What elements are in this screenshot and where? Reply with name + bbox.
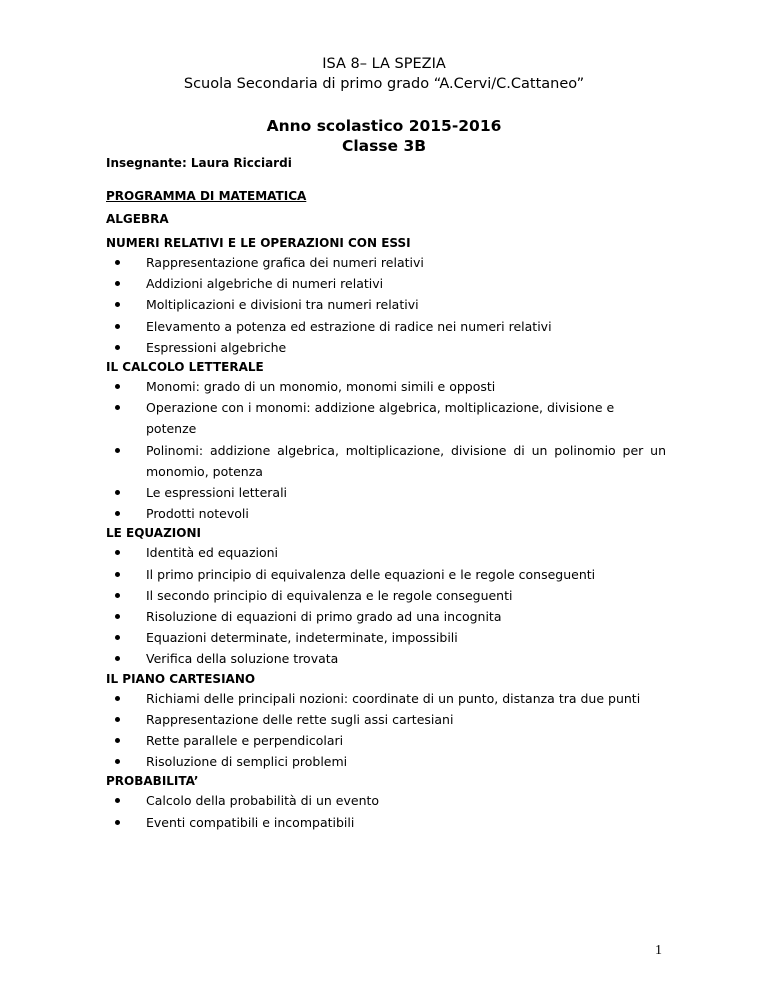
list-item: Le espressioni letterali	[106, 482, 666, 503]
list-item: Rappresentazione delle rette sugli assi cartesiani	[106, 709, 666, 730]
program-sections	[106, 234, 666, 833]
program-title: PROGRAMMA DI MATEMATICA	[106, 189, 307, 203]
list-item: Moltiplicazioni e divisioni tra numeri relativi	[106, 294, 666, 315]
topic-list	[106, 252, 666, 358]
section-calcolo-letterale	[106, 358, 666, 524]
school-year: Anno scolastico 2015-2016	[266, 117, 502, 135]
list-item: Operazione con i monomi: addizione algebrica, moltiplicazione, divisione e potenze	[106, 397, 666, 439]
list-item: Prodotti notevoli	[106, 503, 666, 524]
list-item: Identità ed equazioni	[106, 542, 666, 563]
section-probabilita	[106, 772, 666, 832]
section-equazioni	[106, 524, 666, 669]
list-item: Richiami delle principali nozioni: coordinate di un punto, distanza tra due punti	[106, 688, 666, 709]
list-item: Equazioni determinate, indeterminate, impossibili	[106, 627, 666, 648]
school-name: Scuola Secondaria di primo grado “A.Cervi/C.Cattaneo”	[183, 76, 585, 92]
topic-list	[106, 376, 666, 524]
section-piano-cartesiano	[106, 670, 666, 773]
section-numeri-relativi	[106, 234, 666, 358]
institute-name: ISA 8– LA SPEZIA	[322, 56, 446, 72]
section-title: IL PIANO CARTESIANO	[106, 671, 256, 686]
list-item: Elevamento a potenza ed estrazione di radice nei numeri relativi	[106, 316, 666, 337]
list-item: Risoluzione di equazioni di primo grado ad una incognita	[106, 606, 666, 627]
teacher-name: Insegnante: Laura Ricciardi	[106, 156, 292, 170]
section-title: PROBABILITA’	[106, 774, 199, 789]
list-item: Polinomi: addizione algebrica, moltiplicazione, divisione di un polinomio per un monomio, potenza	[106, 440, 666, 482]
list-item: Verifica della soluzione trovata	[106, 648, 666, 669]
list-item: Il secondo principio di equivalenza e le regole conseguenti	[106, 585, 666, 606]
algebra-heading: ALGEBRA	[106, 212, 169, 226]
list-item: Eventi compatibili e incompatibili	[106, 812, 666, 833]
section-title: IL CALCOLO LETTERALE	[106, 360, 264, 375]
list-item: Addizioni algebriche di numeri relativi	[106, 273, 666, 294]
list-item: Monomi: grado di un monomio, monomi simili e opposti	[106, 376, 666, 397]
list-item: Calcolo della probabilità di un evento	[106, 790, 666, 811]
page-number: 1	[655, 943, 662, 958]
topic-list	[106, 542, 666, 669]
list-item: Espressioni algebriche	[106, 337, 666, 358]
class-label: Classe 3B	[341, 137, 427, 155]
topic-list	[106, 688, 666, 773]
section-title: LE EQUAZIONI	[106, 526, 201, 541]
topic-list	[106, 790, 666, 832]
list-item: Risoluzione di semplici problemi	[106, 751, 666, 772]
section-title: NUMERI RELATIVI E LE OPERAZIONI CON ESSI	[106, 236, 411, 250]
list-item: Il primo principio di equivalenza delle equazioni e le regole conseguenti	[106, 564, 666, 585]
list-item: Rette parallele e perpendicolari	[106, 730, 666, 751]
list-item: Rappresentazione grafica dei numeri relativi	[106, 252, 666, 273]
